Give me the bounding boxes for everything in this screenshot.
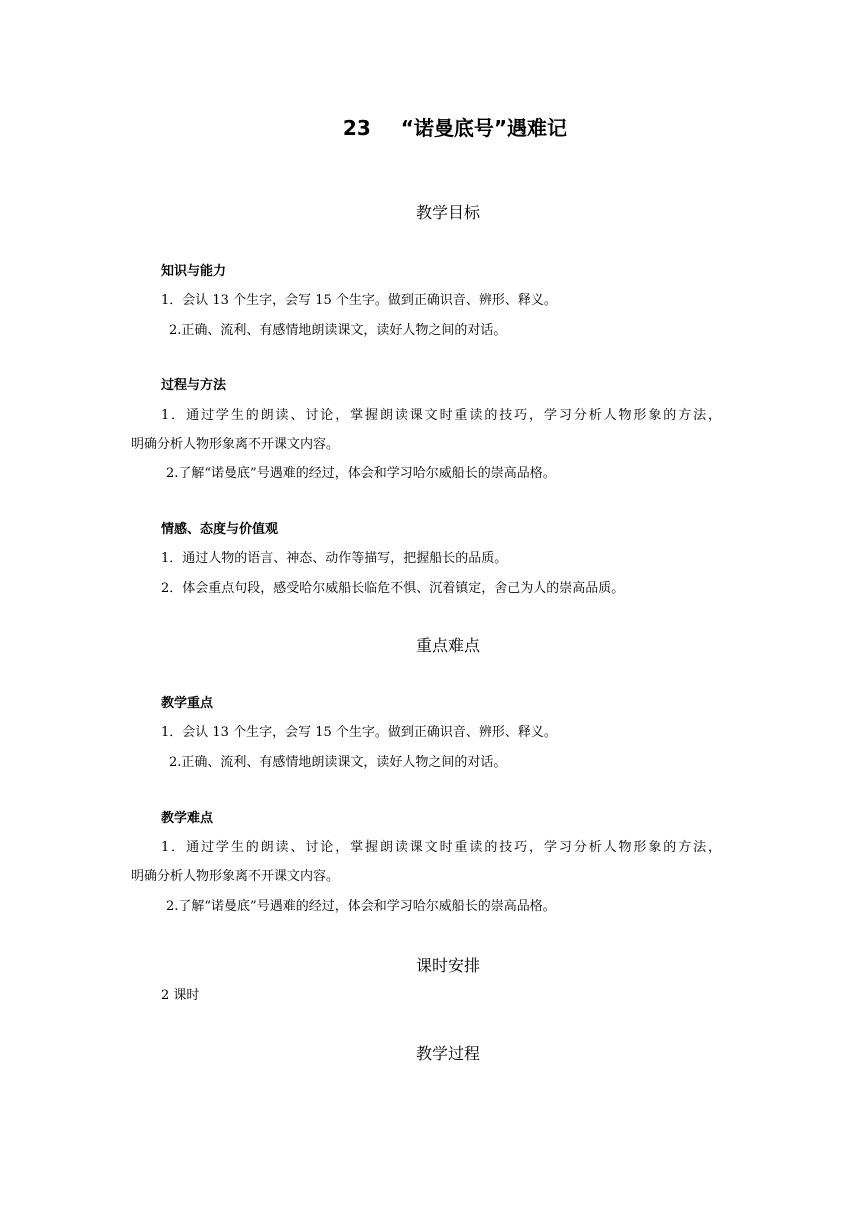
focus-item-2: 2.正确、流利、有感情地朗读课文，读好人物之间的对话。 (169, 755, 507, 770)
subheading-focus: 教学重点 (161, 696, 214, 711)
lesson-title: “诺曼底号”遇难记 (400, 116, 568, 140)
process-item-1-line-1: 1．通过学生的朗读、讨论，掌握朗读课文时重读的技巧，学习分析人物形象的方法， (161, 408, 721, 423)
difficulty-item-1-line-2: 明确分析人物形象离不开课文内容。 (131, 869, 340, 884)
process-item-1-line-2: 明确分析人物形象离不开课文内容。 (131, 437, 340, 452)
subheading-knowledge: 知识与能力 (161, 264, 227, 279)
process-item-2: 2.了解“诺曼底”号遇难的经过，体会和学习哈尔威船长的崇高品格。 (166, 466, 556, 481)
emotion-item-2: 2．体会重点句段，感受哈尔威船长临危不惧、沉着镇定，舍己为人的崇高品质。 (161, 581, 625, 596)
section-heading-objectives: 教学目标 (415, 203, 480, 222)
page-title (0, 114, 860, 142)
section-heading-schedule: 课时安排 (415, 956, 480, 975)
lesson-number: 23 (342, 116, 371, 140)
schedule-text: 2 课时 (161, 988, 200, 1003)
subheading-difficulty: 教学难点 (161, 811, 214, 826)
knowledge-item-1: 1．会认 13 个生字，会写 15 个生字。做到正确识音、辨形、释义。 (161, 293, 557, 308)
difficulty-item-2: 2.了解“诺曼底”号遇难的经过，体会和学习哈尔威船长的崇高品格。 (166, 899, 556, 914)
section-heading-key-points: 重点难点 (415, 636, 480, 655)
subheading-emotion: 情感、态度与价值观 (161, 522, 279, 537)
knowledge-item-2: 2.正确、流利、有感情地朗读课文，读好人物之间的对话。 (169, 323, 507, 338)
subheading-process: 过程与方法 (161, 378, 227, 393)
emotion-item-1: 1．通过人物的语言、神态、动作等描写，把握船长的品质。 (161, 551, 508, 566)
section-heading-process: 教学过程 (415, 1044, 480, 1063)
focus-item-1: 1．会认 13 个生字，会写 15 个生字。做到正确识音、辨形、释义。 (161, 725, 557, 740)
difficulty-item-1-line-1: 1．通过学生的朗读、讨论，掌握朗读课文时重读的技巧，学习分析人物形象的方法， (161, 840, 721, 855)
